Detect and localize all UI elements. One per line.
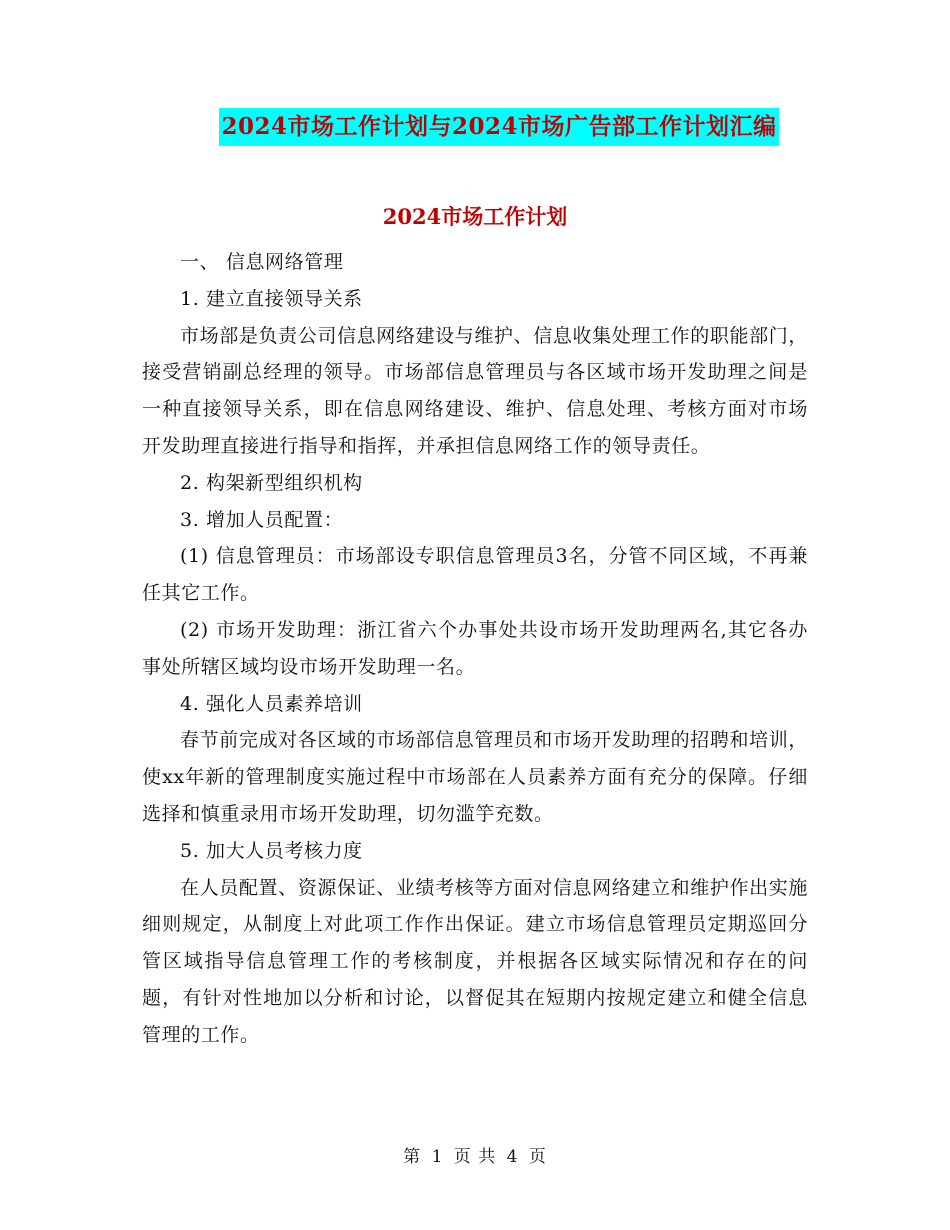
subheading-direct-leadership: 1. 建立直接领导关系 bbox=[180, 287, 363, 310]
subheading-training: 4. 强化人员素养培训 bbox=[180, 692, 363, 715]
footer-total-pages: 4 bbox=[506, 1147, 519, 1167]
heading-information-network: 一、 信息网络管理 bbox=[180, 251, 344, 273]
paragraph-training: 春节前完成对各区域的市场部信息管理员和市场开发助理的招聘和培训，使xx年新的管理制度实施过程中市场部在人员素养方面有充分的保障。仔细选择和慎重录用市场开发助理，切勿滥竽充数。 bbox=[142, 729, 808, 825]
footer-suffix: 页 bbox=[528, 1147, 547, 1167]
document-title-wrapper bbox=[0, 108, 950, 146]
document-title: 2024市场工作计划与2024市场广告部工作计划汇编 bbox=[219, 108, 778, 146]
paragraph-market-assistant: (2) 市场开发助理：浙江省六个办事处共设市场开发助理两名,其它各办事处所辖区域均设市场开发助理一名。 bbox=[142, 618, 808, 678]
footer-prefix: 第 bbox=[403, 1147, 422, 1167]
footer-page-number: 1 bbox=[431, 1147, 444, 1167]
paragraph-direct-leadership: 市场部是负责公司信息网络建设与维护、信息收集处理工作的职能部门，接受营销副总经理的领导。市场部信息管理员与各区域市场开发助理之间是一种直接领导关系，即在信息网络建设、维护、信息处理、考核方面对市场开发助理直接进行指导和指挥，并承担信息网络工作的领导责任。 bbox=[142, 324, 808, 457]
subheading-staffing: 3. 增加人员配置： bbox=[180, 508, 344, 531]
page-footer bbox=[0, 1144, 950, 1170]
section-title: 2024市场工作计划 bbox=[382, 204, 568, 229]
paragraph-information-manager: (1) 信息管理员：市场部设专职信息管理员3名，分管不同区域，不再兼任其它工作。 bbox=[142, 545, 808, 605]
subheading-organization: 2. 构架新型组织机构 bbox=[180, 471, 363, 494]
subheading-assessment: 5. 加大人员考核力度 bbox=[180, 839, 363, 862]
document-body bbox=[142, 244, 808, 1054]
paragraph-assessment: 在人员配置、资源保证、业绩考核等方面对信息网络建立和维护作出实施细则规定，从制度上对此项工作作出保证。建立市场信息管理员定期巡回分管区域指导信息管理工作的考核制度，并根据各区域实际情况和存在的问题，有针对性地加以分析和讨论，以督促其在短期内按规定建立和健全信息管理的工作。 bbox=[142, 876, 808, 1046]
footer-mid: 页 共 bbox=[453, 1147, 497, 1167]
